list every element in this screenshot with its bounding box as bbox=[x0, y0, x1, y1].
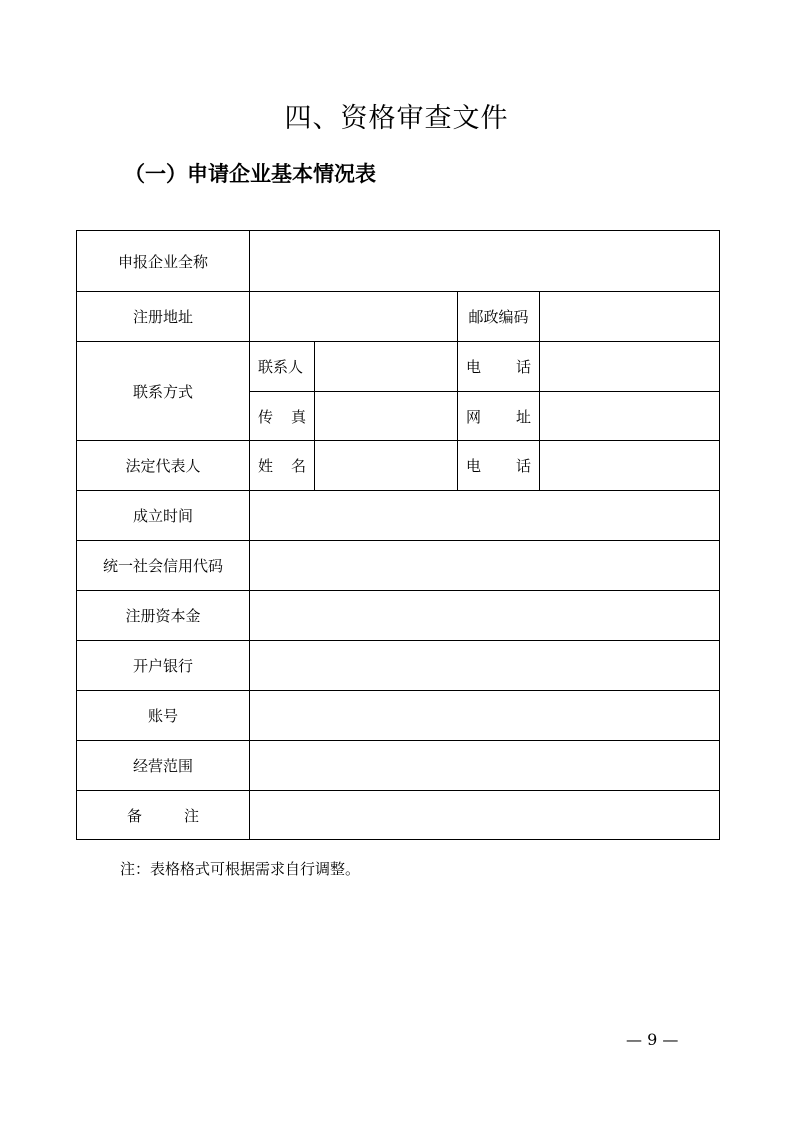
reg-capital-label: 注册资本金 bbox=[77, 591, 250, 641]
page-number: — 9 — bbox=[626, 1030, 679, 1049]
remarks-field[interactable] bbox=[250, 791, 720, 840]
legal-rep-phone-field[interactable] bbox=[540, 441, 720, 491]
table-row bbox=[77, 441, 720, 491]
legal-rep-phone-label: 电 话 bbox=[458, 441, 540, 491]
reg-address-label: 注册地址 bbox=[77, 292, 250, 342]
phone-field[interactable] bbox=[540, 342, 720, 392]
reg-address-field[interactable] bbox=[250, 292, 458, 342]
remarks-label: 备 注 bbox=[77, 791, 250, 840]
credit-code-label: 统一社会信用代码 bbox=[77, 541, 250, 591]
website-label: 网 址 bbox=[458, 392, 540, 441]
table-row bbox=[77, 491, 720, 541]
established-label: 成立时间 bbox=[77, 491, 250, 541]
account-label: 账号 bbox=[77, 691, 250, 741]
contact-label: 联系方式 bbox=[77, 342, 250, 441]
table-row bbox=[77, 741, 720, 791]
bank-field[interactable] bbox=[250, 641, 720, 691]
scope-field[interactable] bbox=[250, 741, 720, 791]
fax-label: 传 真 bbox=[250, 392, 315, 441]
company-name-field[interactable] bbox=[250, 231, 720, 292]
postal-code-field[interactable] bbox=[540, 292, 720, 342]
scope-label: 经营范围 bbox=[77, 741, 250, 791]
fax-field[interactable] bbox=[315, 392, 458, 441]
website-field[interactable] bbox=[540, 392, 720, 441]
phone-label: 电 话 bbox=[458, 342, 540, 392]
name-label: 姓 名 bbox=[250, 441, 315, 491]
page-title: 四、资格审查文件 bbox=[284, 103, 509, 134]
postal-code-label: 邮政编码 bbox=[458, 292, 540, 342]
table-row bbox=[77, 791, 720, 840]
table-row bbox=[77, 591, 720, 641]
legal-rep-label: 法定代表人 bbox=[77, 441, 250, 491]
table-row bbox=[77, 541, 720, 591]
contact-person-field[interactable] bbox=[315, 342, 458, 392]
table-row bbox=[77, 231, 720, 292]
table-row bbox=[77, 342, 720, 392]
table-row bbox=[77, 292, 720, 342]
credit-code-field[interactable] bbox=[250, 541, 720, 591]
table-row bbox=[77, 691, 720, 741]
company-name-label: 申报企业全称 bbox=[77, 231, 250, 292]
company-info-table bbox=[76, 230, 720, 840]
section-title: （一）申请企业基本情况表 bbox=[124, 162, 376, 186]
name-field[interactable] bbox=[315, 441, 458, 491]
table-note: 注：表格格式可根据需求自行调整。 bbox=[120, 860, 361, 878]
table-row bbox=[77, 641, 720, 691]
established-field[interactable] bbox=[250, 491, 720, 541]
reg-capital-field[interactable] bbox=[250, 591, 720, 641]
contact-person-label: 联系人 bbox=[250, 342, 315, 392]
account-field[interactable] bbox=[250, 691, 720, 741]
bank-label: 开户银行 bbox=[77, 641, 250, 691]
